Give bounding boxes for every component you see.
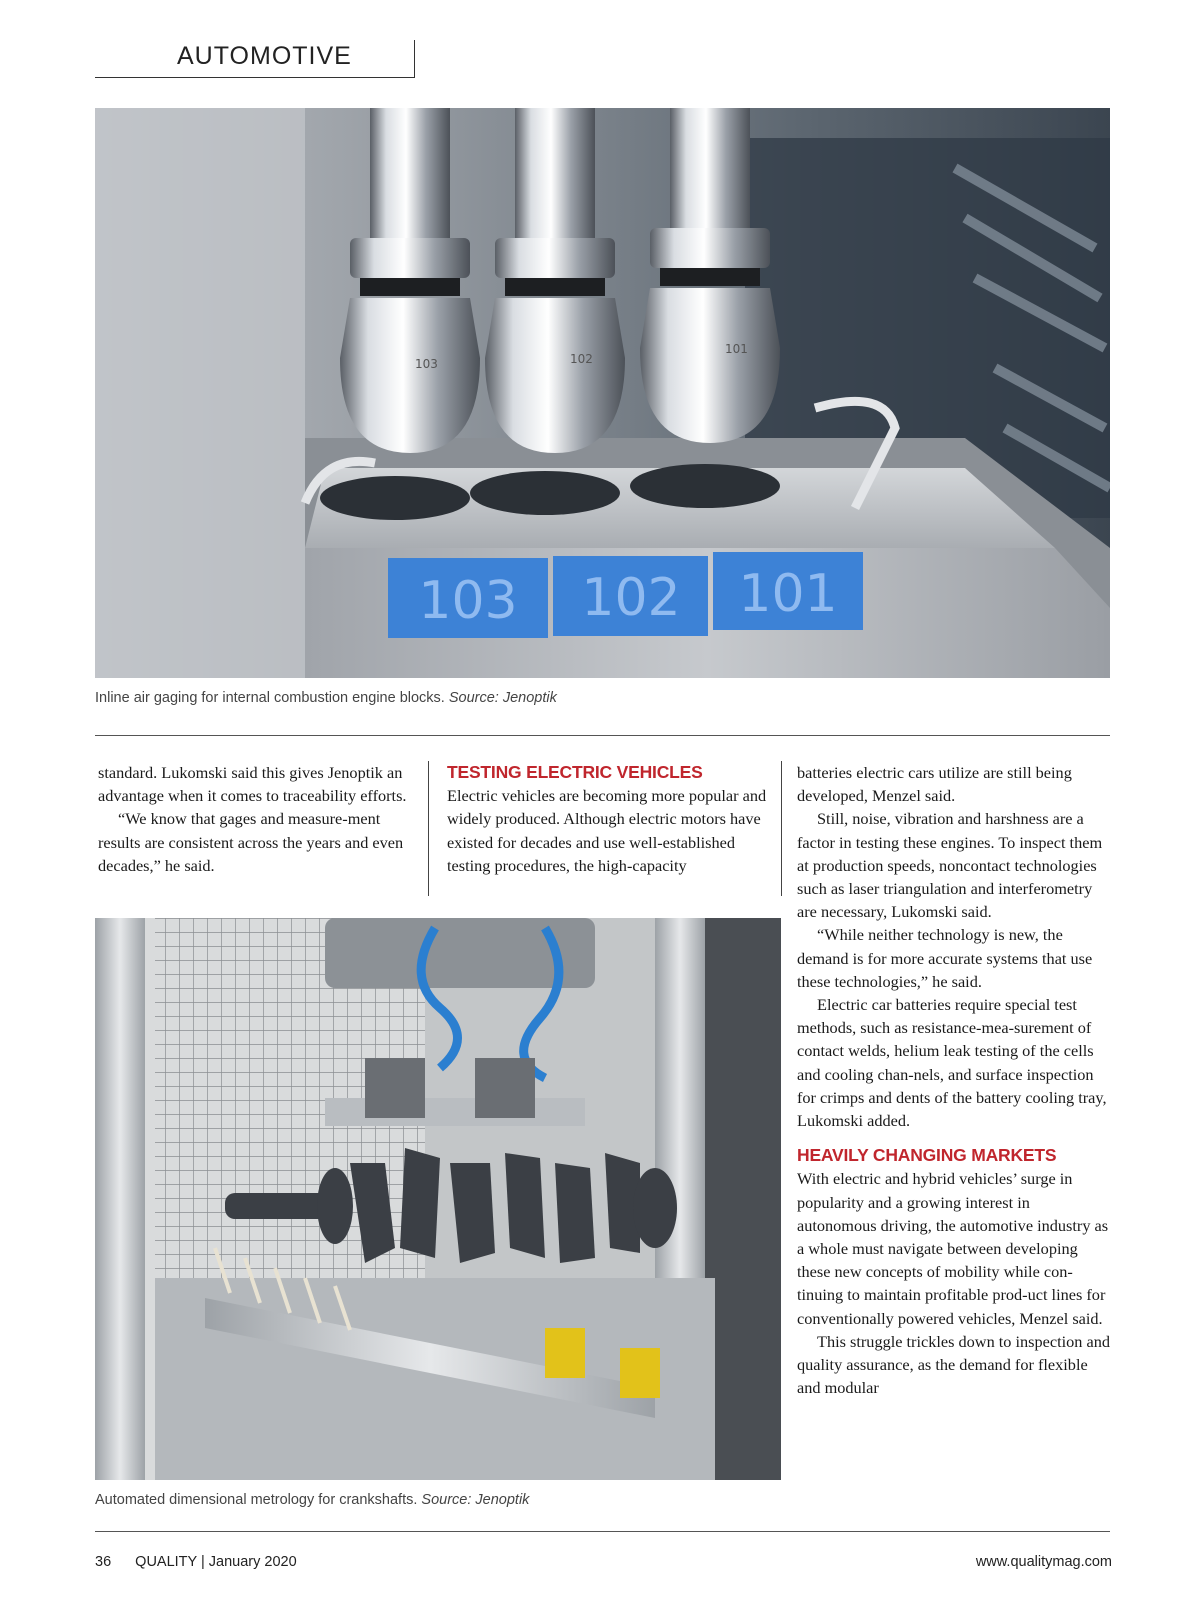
- crankshaft-metrology-photo: [95, 918, 781, 1480]
- col3-paragraph-2: Still, noise, vibration and harshness are a factor in testing these engines. To inspect them at production speeds, noncontact technologies such as laser triangulation and interferometry are necessary, Lukomski said.: [797, 809, 1103, 922]
- footer-website[interactable]: www.qualitymag.com: [975, 1554, 1112, 1570]
- publication-name: QUALITY: [135, 1554, 197, 1570]
- air-gaging-illustration: [95, 108, 1110, 678]
- label-103: 103: [418, 571, 518, 631]
- photo1-caption: [95, 690, 557, 706]
- photo1-caption-source: Source: Jenoptik: [448, 690, 557, 706]
- heading-testing-electric-vehicles: TESTING ELECTRIC VEHICLES: [447, 762, 703, 782]
- bottom-divider: [95, 1531, 1110, 1532]
- column-divider-2: [781, 761, 782, 896]
- col3-paragraph-4: Electric car batteries require special test methods, such as resistance-mea-surement of contact welds, helium leak testing of the cells and cooling chan-nels, and surface inspection for crimps and dents of the battery cooling tray, Lukomski added.: [797, 995, 1107, 1131]
- label-102: 102: [581, 568, 681, 628]
- col1-paragraph-1: standard. Lukomski said this gives Jenoptik an advantage when it comes to traceability efforts.: [98, 763, 407, 806]
- col2-paragraph-1: Electric vehicles are becoming more popular and widely produced. Although electric motors have existed for decades and use well-established testing procedures, the high-capacity: [447, 786, 767, 875]
- article-column-3: [797, 761, 1112, 1399]
- section-header: [95, 40, 415, 78]
- photo2-caption-source: Source: Jenoptik: [421, 1492, 530, 1508]
- col3-paragraph-3: “While neither technology is new, the demand is for more accurate systems that use these technologies,” he said.: [797, 925, 1093, 991]
- issue-date: January 2020: [208, 1554, 297, 1570]
- photo1-caption-text: Inline air gaging for internal combustion engine blocks.: [95, 690, 445, 706]
- article-column-1: [98, 761, 418, 877]
- heading-heavily-changing-markets: HEAVILY CHANGING MARKETS: [797, 1145, 1057, 1166]
- footer-separator: |: [200, 1554, 205, 1570]
- col3-paragraph-5: With electric and hybrid vehicles’ surge in popularity and a growing interest in autonomous driving, the automotive industry as a whole must navigate between developing these new concepts of mobility while con-tinuing to maintain profitable prod-uct lines for conventionally powered vehicles, Menzel said.: [797, 1169, 1109, 1328]
- column-divider-1: [428, 761, 429, 896]
- air-gaging-photo: [95, 108, 1110, 678]
- probe-mark-102: 102: [570, 352, 593, 366]
- probe-mark-103: 103: [415, 357, 438, 371]
- col3-paragraph-6: This struggle trickles down to inspection and quality assurance, as the demand for flexible and modular: [797, 1331, 1111, 1398]
- label-101: 101: [738, 564, 838, 624]
- footer-left: [95, 1554, 297, 1570]
- col1-paragraph-2: “We know that gages and measure-ment results are consistent across the years and even decades,” he said.: [98, 809, 404, 875]
- probe-mark-101: 101: [725, 342, 748, 356]
- photo2-caption-text: Automated dimensional metrology for crankshafts.: [95, 1492, 418, 1508]
- article-column-2: [447, 761, 772, 877]
- page-number: 36: [95, 1554, 112, 1570]
- section-title: AUTOMOTIVE: [177, 42, 352, 70]
- photo2-caption: [95, 1492, 529, 1508]
- col3-paragraph-1: batteries electric cars utilize are still being developed, Menzel said.: [797, 763, 1072, 806]
- top-divider: [95, 735, 1110, 736]
- crankshaft-illustration: [95, 918, 781, 1480]
- station-labels: [388, 552, 863, 638]
